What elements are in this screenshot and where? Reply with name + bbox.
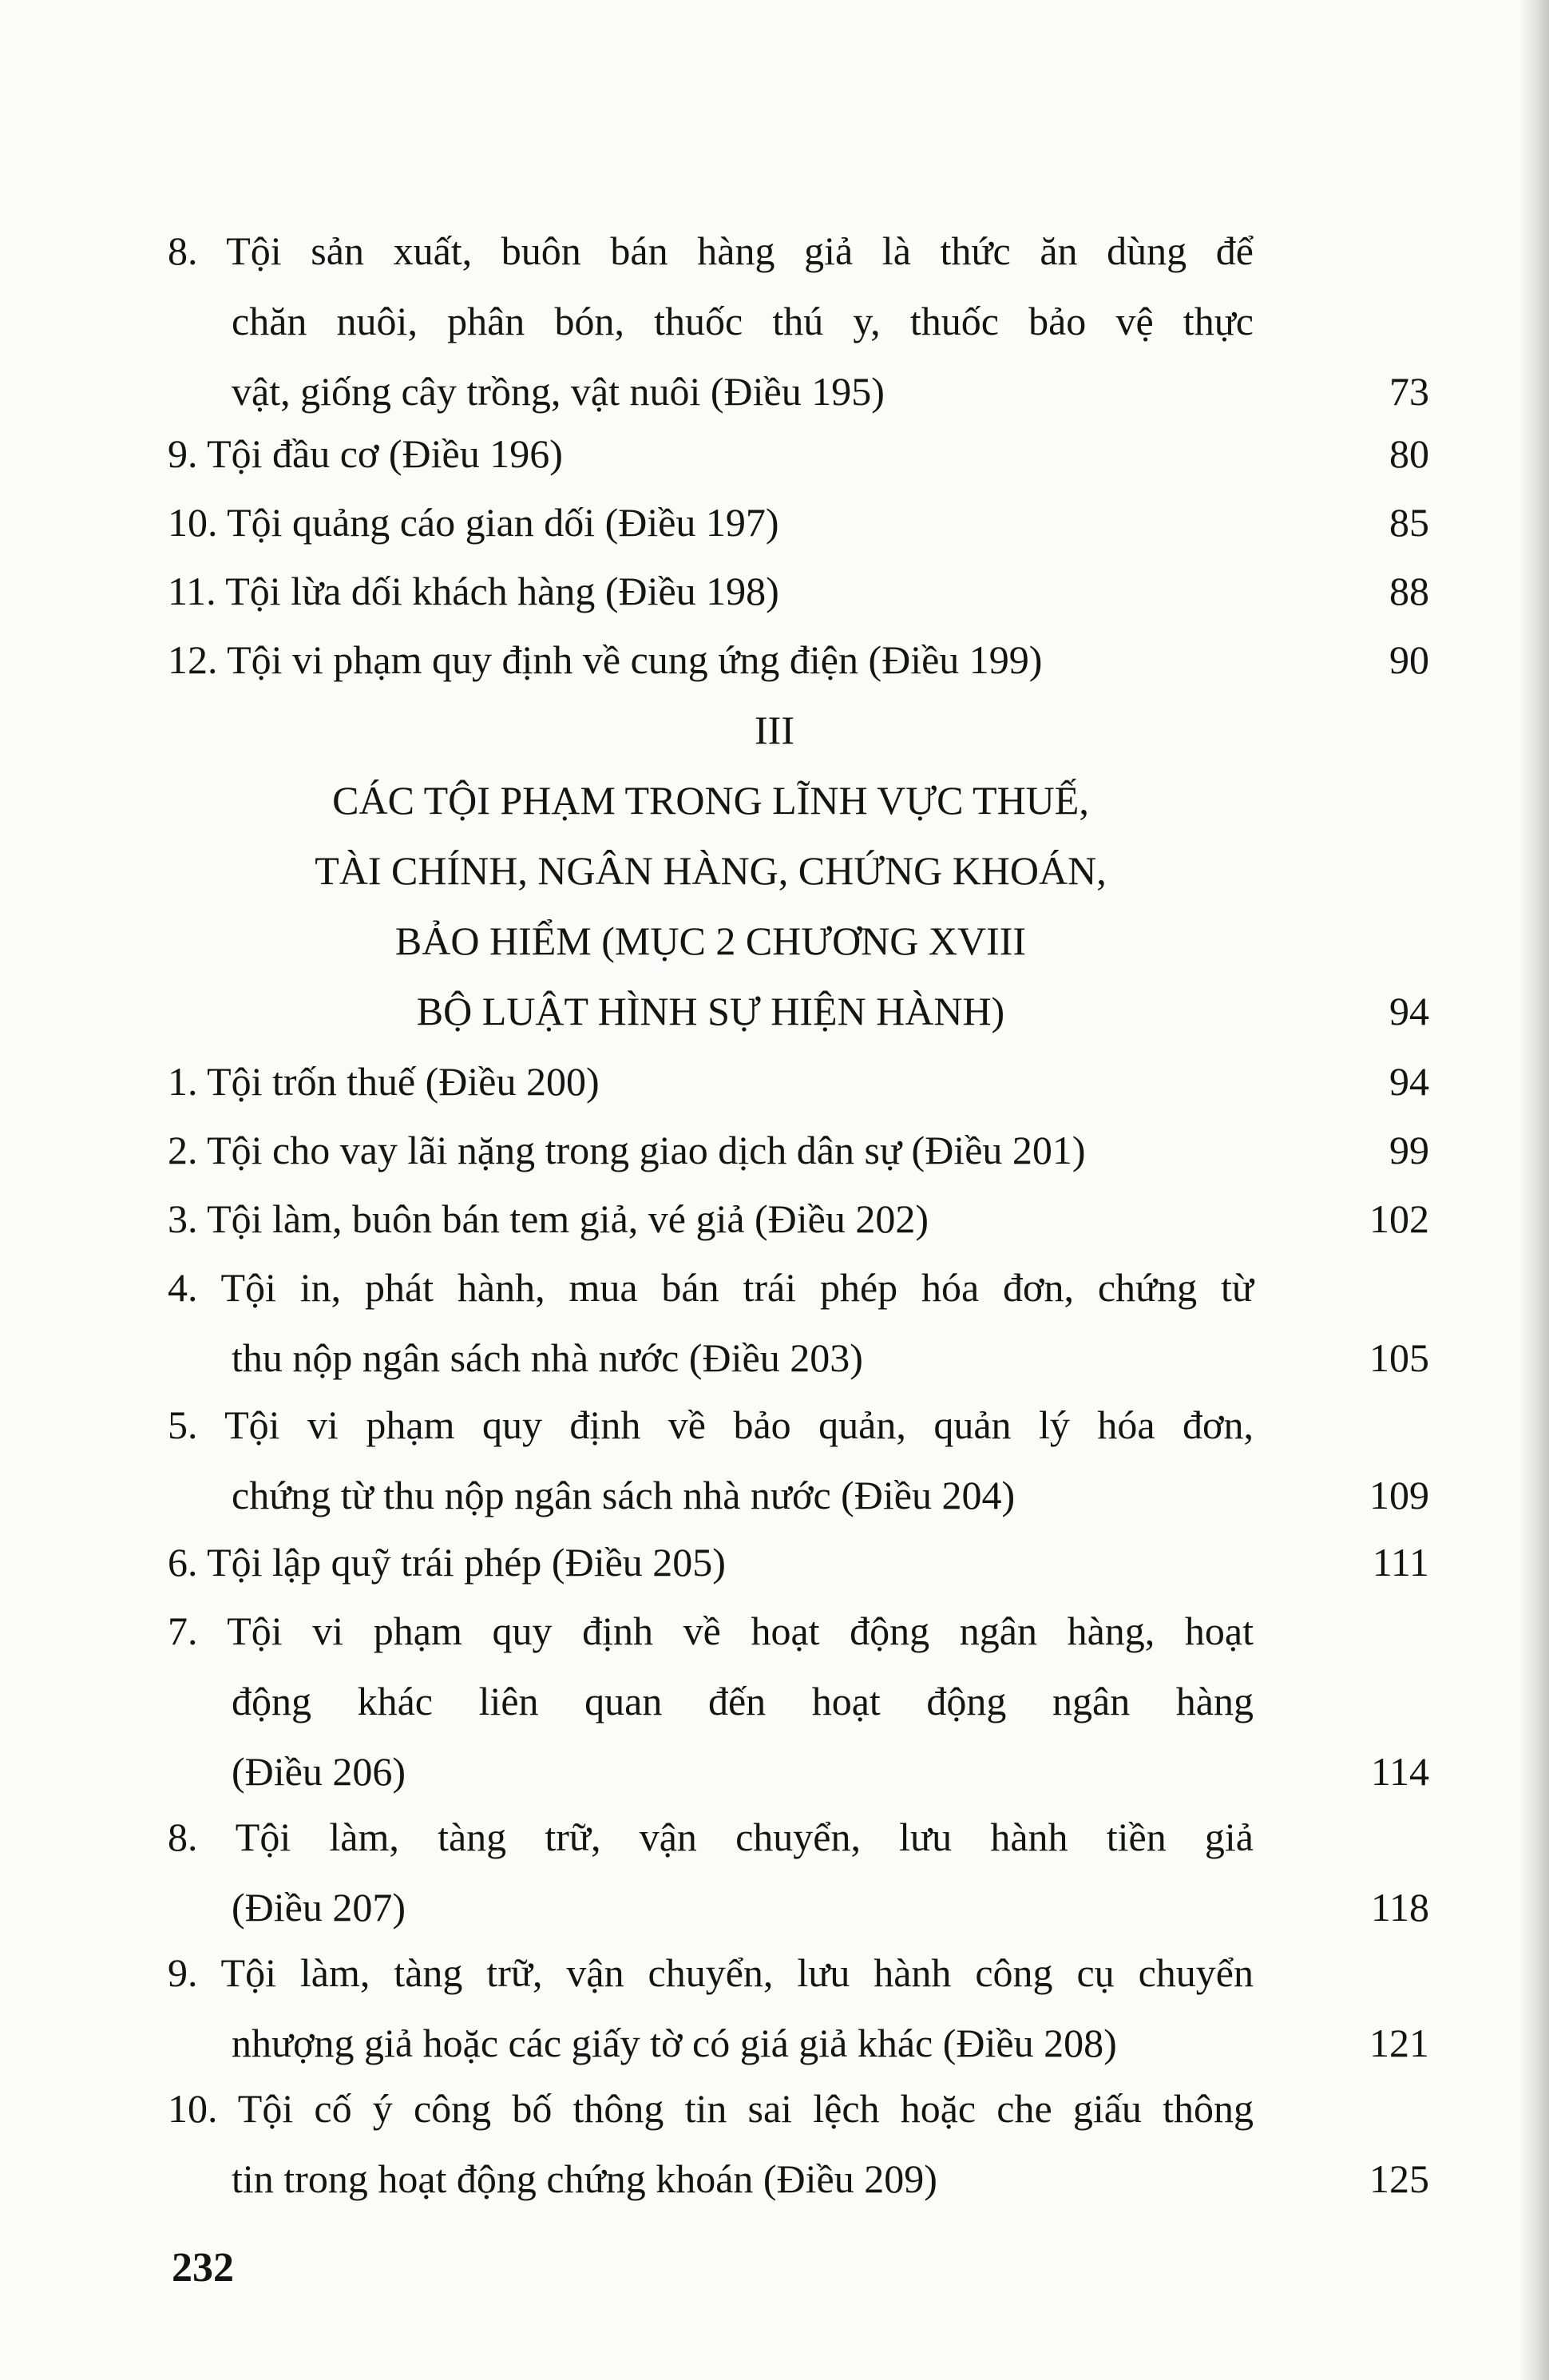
toc-entry-line: (Điều 207) xyxy=(232,1885,406,1930)
page-edge-shadow xyxy=(1519,0,1549,2380)
toc-entry-line: 10. Tội quảng cáo gian dối (Điều 197) xyxy=(168,500,779,545)
toc-entry-line: động khác liên quan đến hoạt động ngân hàng xyxy=(232,1679,1254,1724)
toc-page-number: 94 xyxy=(1389,1059,1429,1104)
toc-page-number: 121 xyxy=(1369,2021,1429,2065)
toc-page-number: 111 xyxy=(1372,1540,1429,1585)
toc-entry-line: 9. Tội làm, tàng trữ, vận chuyển, lưu hành công cụ chuyển xyxy=(168,1950,1254,1995)
section-title xyxy=(168,765,1254,1046)
toc-entry-line: 6. Tội lập quỹ trái phép (Điều 205) xyxy=(168,1540,726,1585)
toc-page-number: 99 xyxy=(1389,1128,1429,1172)
section-title-line: CÁC TỘI PHẠM TRONG LĨNH VỰC THUẾ, xyxy=(332,778,1089,823)
toc-entry-line: 4. Tội in, phát hành, mua bán trái phép hóa đơn, chứng từ xyxy=(168,1265,1254,1310)
toc-page-number: 102 xyxy=(1369,1196,1429,1241)
toc-entry-line: 11. Tội lừa dối khách hàng (Điều 198) xyxy=(168,569,779,613)
section-page-number: 94 xyxy=(1389,989,1429,1033)
section-title-line: BẢO HIỂM (MỤC 2 CHƯƠNG XVIII xyxy=(394,918,1027,963)
toc-entry-line: 10. Tội cố ý công bố thông tin sai lệch hoặc che giấu thông xyxy=(168,2086,1254,2131)
toc-entry-line: 2. Tội cho vay lãi nặng trong giao dịch dân sự (Điều 201) xyxy=(168,1128,1086,1172)
toc-entry-line: chăn nuôi, phân bón, thuốc thú y, thuốc bảo vệ thực xyxy=(232,299,1254,343)
toc-entry-line: tin trong hoạt động chứng khoán (Điều 209) xyxy=(232,2156,937,2201)
toc-page-number: 73 xyxy=(1389,369,1429,414)
toc-page-number: 90 xyxy=(1389,637,1429,682)
section-title-line: TÀI CHÍNH, NGÂN HÀNG, CHỨNG KHOÁN, xyxy=(315,848,1107,893)
toc-entry xyxy=(168,1046,1429,1117)
toc-entry xyxy=(168,1115,1429,1185)
toc-entry-line: 1. Tội trốn thuế (Điều 200) xyxy=(168,1059,600,1104)
toc-page-number: 85 xyxy=(1389,500,1429,545)
toc-entry-line: 9. Tội đầu cơ (Điều 196) xyxy=(168,431,563,476)
section-title-line: BỘ LUẬT HÌNH SỰ HIỆN HÀNH) xyxy=(416,989,1005,1033)
section-number: III xyxy=(755,708,794,752)
toc-entry-line: 12. Tội vi phạm quy định về cung ứng điện (Điều 199) xyxy=(168,637,1043,682)
toc-entry xyxy=(168,1938,1429,2078)
toc-entry-line: 8. Tội làm, tàng trữ, vận chuyển, lưu hành tiền giả xyxy=(168,1815,1254,1859)
toc-entry-line: 5. Tội vi phạm quy định về bảo quản, quản lý hóa đơn, xyxy=(168,1402,1254,1447)
toc-entry xyxy=(168,1184,1429,1254)
toc-page-number: 118 xyxy=(1370,1885,1429,1930)
footer-page-number: 232 xyxy=(172,2245,234,2291)
toc-entry xyxy=(168,1596,1429,1807)
toc-entry-line: vật, giống cây trồng, vật nuôi (Điều 195) xyxy=(232,369,885,414)
toc-entry-line: nhượng giả hoặc các giấy tờ có giá giả khác (Điều 208) xyxy=(232,2021,1117,2065)
toc-entry xyxy=(168,1802,1429,1942)
toc-page-number: 80 xyxy=(1389,431,1429,476)
toc-entry xyxy=(168,1527,1429,1597)
toc-page-number: 114 xyxy=(1370,1749,1429,1794)
toc-entry-line: 7. Tội vi phạm quy định về hoạt động ngân hàng, hoạt xyxy=(168,1608,1254,1653)
toc-entry xyxy=(168,556,1429,626)
toc-entry-line: 3. Tội làm, buôn bán tem giả, vé giả (Điều 202) xyxy=(168,1196,929,1241)
toc-entry-line: thu nộp ngân sách nhà nước (Điều 203) xyxy=(232,1335,863,1380)
toc-entry xyxy=(168,418,1429,489)
toc-entry xyxy=(168,1252,1429,1393)
toc-entry-line: chứng từ thu nộp ngân sách nhà nước (Điều 204) xyxy=(232,1473,1016,1517)
toc-entry-line: 8. Tội sản xuất, buôn bán hàng giả là thức ăn dùng để xyxy=(168,228,1254,273)
toc-page-number: 109 xyxy=(1369,1473,1429,1517)
toc-entry xyxy=(168,487,1429,557)
toc-entry-line: (Điều 206) xyxy=(232,1749,406,1794)
toc-entry xyxy=(168,2073,1429,2214)
toc-page-number: 125 xyxy=(1369,2156,1429,2201)
toc-entry xyxy=(168,625,1429,695)
toc-page-number: 88 xyxy=(1389,569,1429,613)
toc-entry xyxy=(168,1390,1429,1530)
toc-entry xyxy=(168,216,1429,426)
toc-page-number: 105 xyxy=(1369,1335,1429,1380)
